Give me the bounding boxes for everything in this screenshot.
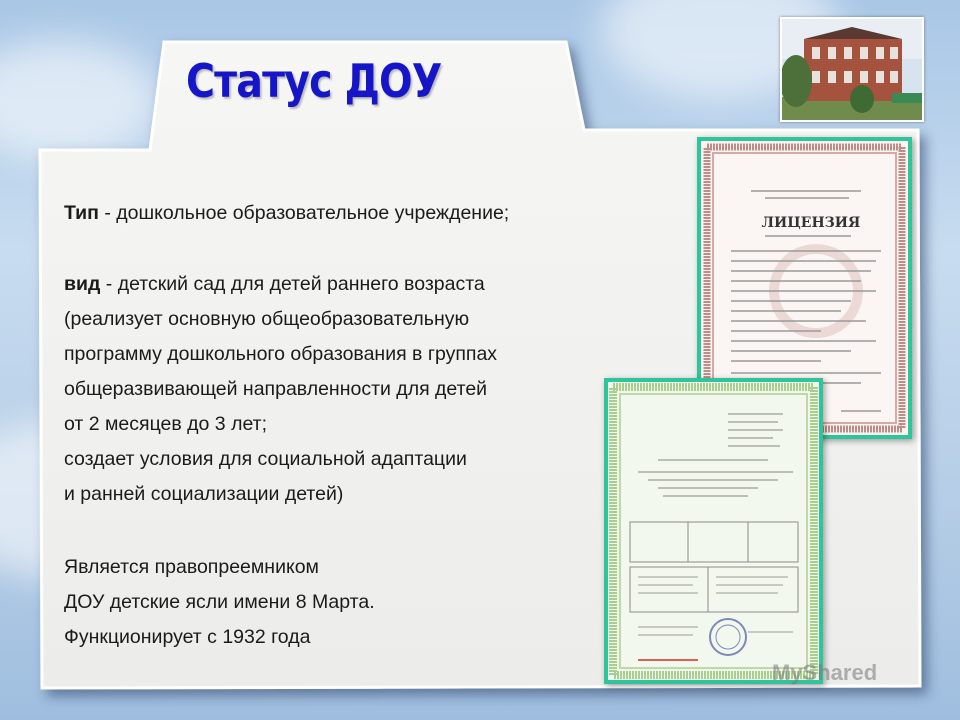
kind-detail-line: программу дошкольного образования в группах	[64, 343, 498, 365]
kind-label: вид	[64, 273, 101, 295]
type-text: - дошкольное образовательное учреждение;	[98, 202, 510, 224]
succession-line: Является правопреемником	[64, 556, 319, 578]
kind-detail-line: (реализует основную общеобразовательную	[64, 308, 470, 330]
watermark-logo	[772, 660, 877, 686]
kind-text: - детский сад для детей раннего возраста	[100, 273, 485, 295]
kind-paragraph	[64, 267, 497, 512]
kind-detail-line: общеразвивающей направленности для детей	[64, 378, 488, 400]
succession-line: ДОУ детские ясли имени 8 Марта.	[64, 591, 375, 613]
watermark-text: MyShared	[772, 660, 878, 685]
building-photo	[780, 17, 924, 122]
succession-line: Функционирует с 1932 года	[64, 626, 311, 648]
type-line	[64, 196, 509, 231]
kind-line	[64, 267, 497, 302]
succession-paragraph	[64, 550, 375, 655]
license-heading: ЛИЦЕНЗИЯ	[761, 215, 861, 231]
accreditation-document-image	[604, 378, 823, 684]
type-label: Тип	[64, 202, 99, 224]
slide-title: Статус ДОУ	[186, 54, 442, 108]
kind-detail-line: от 2 месяцев до 3 лет;	[64, 413, 267, 435]
kind-detail-line: и ранней социализации детей)	[64, 483, 344, 505]
kind-detail-line: создает условия для социальной адаптации	[64, 448, 467, 470]
